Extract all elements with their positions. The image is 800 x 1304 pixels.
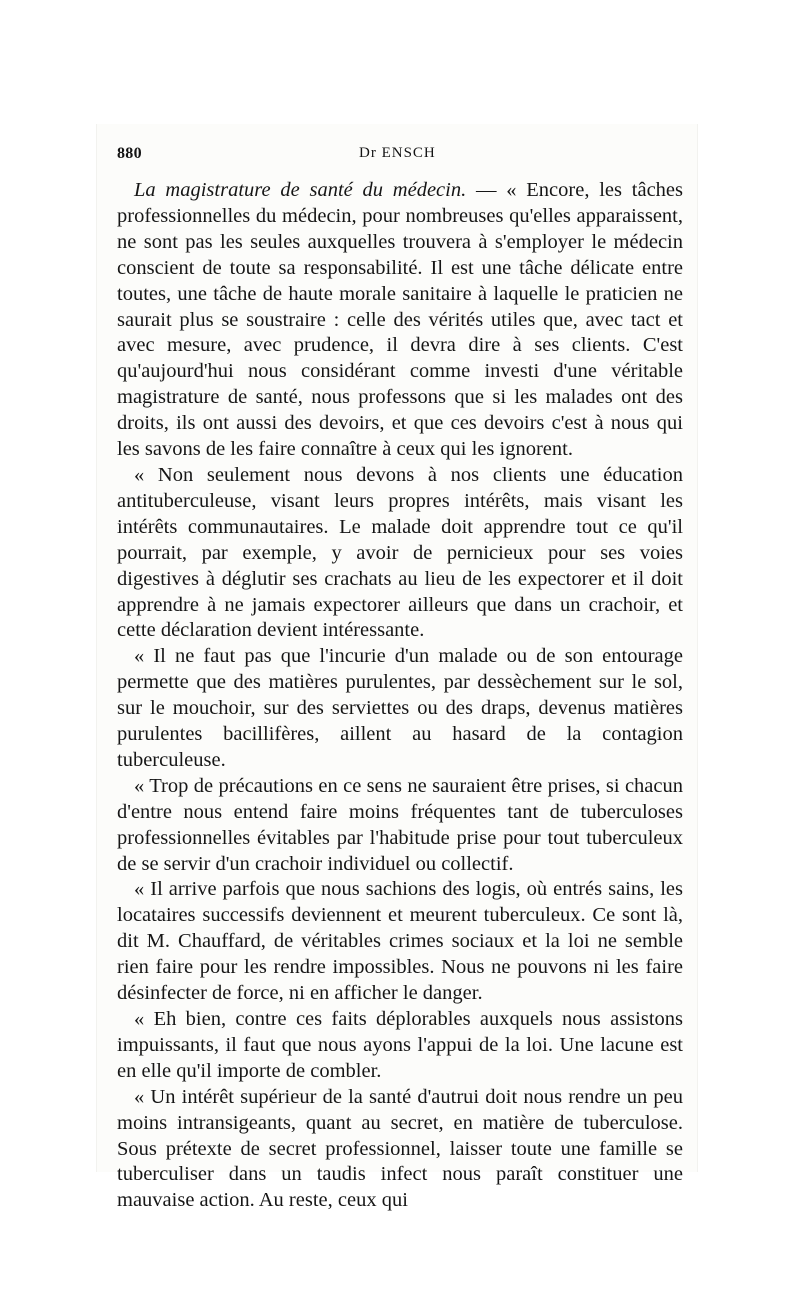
page-header <box>117 145 683 169</box>
paragraph: « Il arrive parfois que nous sachions des logis, où entrés sains, les locataires successifs deviennent et meurent tuberculeux. Ce sont là, dit M. Chauffard, de véritables crimes sociaux et la loi ne semble rien faire pour les rendre impossibles. Nous ne pouvons ni les faire désinfecter de force, ni en afficher le danger. <box>117 878 683 1005</box>
page-number: 880 <box>117 145 142 162</box>
paragraph-text: — « Encore, les tâches professionnelles du médecin, pour nombreuses qu'elles apparaissent, ne sont pas les seules auxquelles trouvera à s'employer le médecin conscient de toute sa responsabilité. Il est une tâche délicate entre toutes, une tâche de haute morale sanitaire à laquelle le praticien ne saurait plus se soustraire : celle des vérités utiles que, avec tact et avec mesure, avec prudence, il devra dire à ses clients. C'est qu'aujourd'hui nous considérant comme investi d'une véritable magistrature de santé, nous professons que si les malades ont des droits, ils ont aussi des devoirs, et que ces devoirs c'est à nous qui les savons de les faire connaître à ceux qui les ignorent. <box>117 179 683 461</box>
running-head: Dr ENSCH <box>359 145 436 161</box>
paragraph: « Il ne faut pas que l'incurie d'un malade ou de son entourage permette que des matières purulentes, par dessèchement sur le sol, sur le mouchoir, sur des serviettes ou des draps, devenus matières purulentes bacillifères, aillent au hasard de la contagion tuberculeuse. <box>117 645 683 771</box>
paragraph: « Non seulement nous devons à nos clients une éducation antituberculeuse, visant leurs propres intérêts, mais visant les intérêts communautaires. Le malade doit apprendre tout ce qu'il pourrait, par exemple, y avoir de pernicieux pour ses voies digestives à déglutir ses crachats au lieu de les expectorer et il doit apprendre à ne jamais expectorer ailleurs que dans un crachoir, et cette déclaration devient intéressante. <box>117 463 683 642</box>
paragraph: « Trop de précautions en ce sens ne sauraient être prises, si chacun d'entre nous entend faire moins fréquentes tant de tuberculoses professionnelles évitables par l'habitude prise pour tout tuberculeux de se servir d'un crachoir individuel ou collectif. <box>117 774 683 875</box>
section-title: La magistrature de santé du médecin. <box>134 179 467 201</box>
paragraph: « Eh bien, contre ces faits déplorables auxquels nous assistons impuissants, il faut que nous ayons l'appui de la loi. Une lacune est en elle qu'il importe de combler. <box>117 1008 683 1082</box>
paragraph <box>117 178 683 463</box>
body-text <box>117 178 683 1214</box>
paragraph: « Un intérêt supérieur de la santé d'autrui doit nous rendre un peu moins intransigeants, quant au secret, en matière de tuberculose. Sous prétexte de secret professionnel, laisser toute une famille se tuberculiser dans un taudis infect nous paraît constituer une mauvaise action. Au reste, ceux qui <box>117 1085 683 1212</box>
